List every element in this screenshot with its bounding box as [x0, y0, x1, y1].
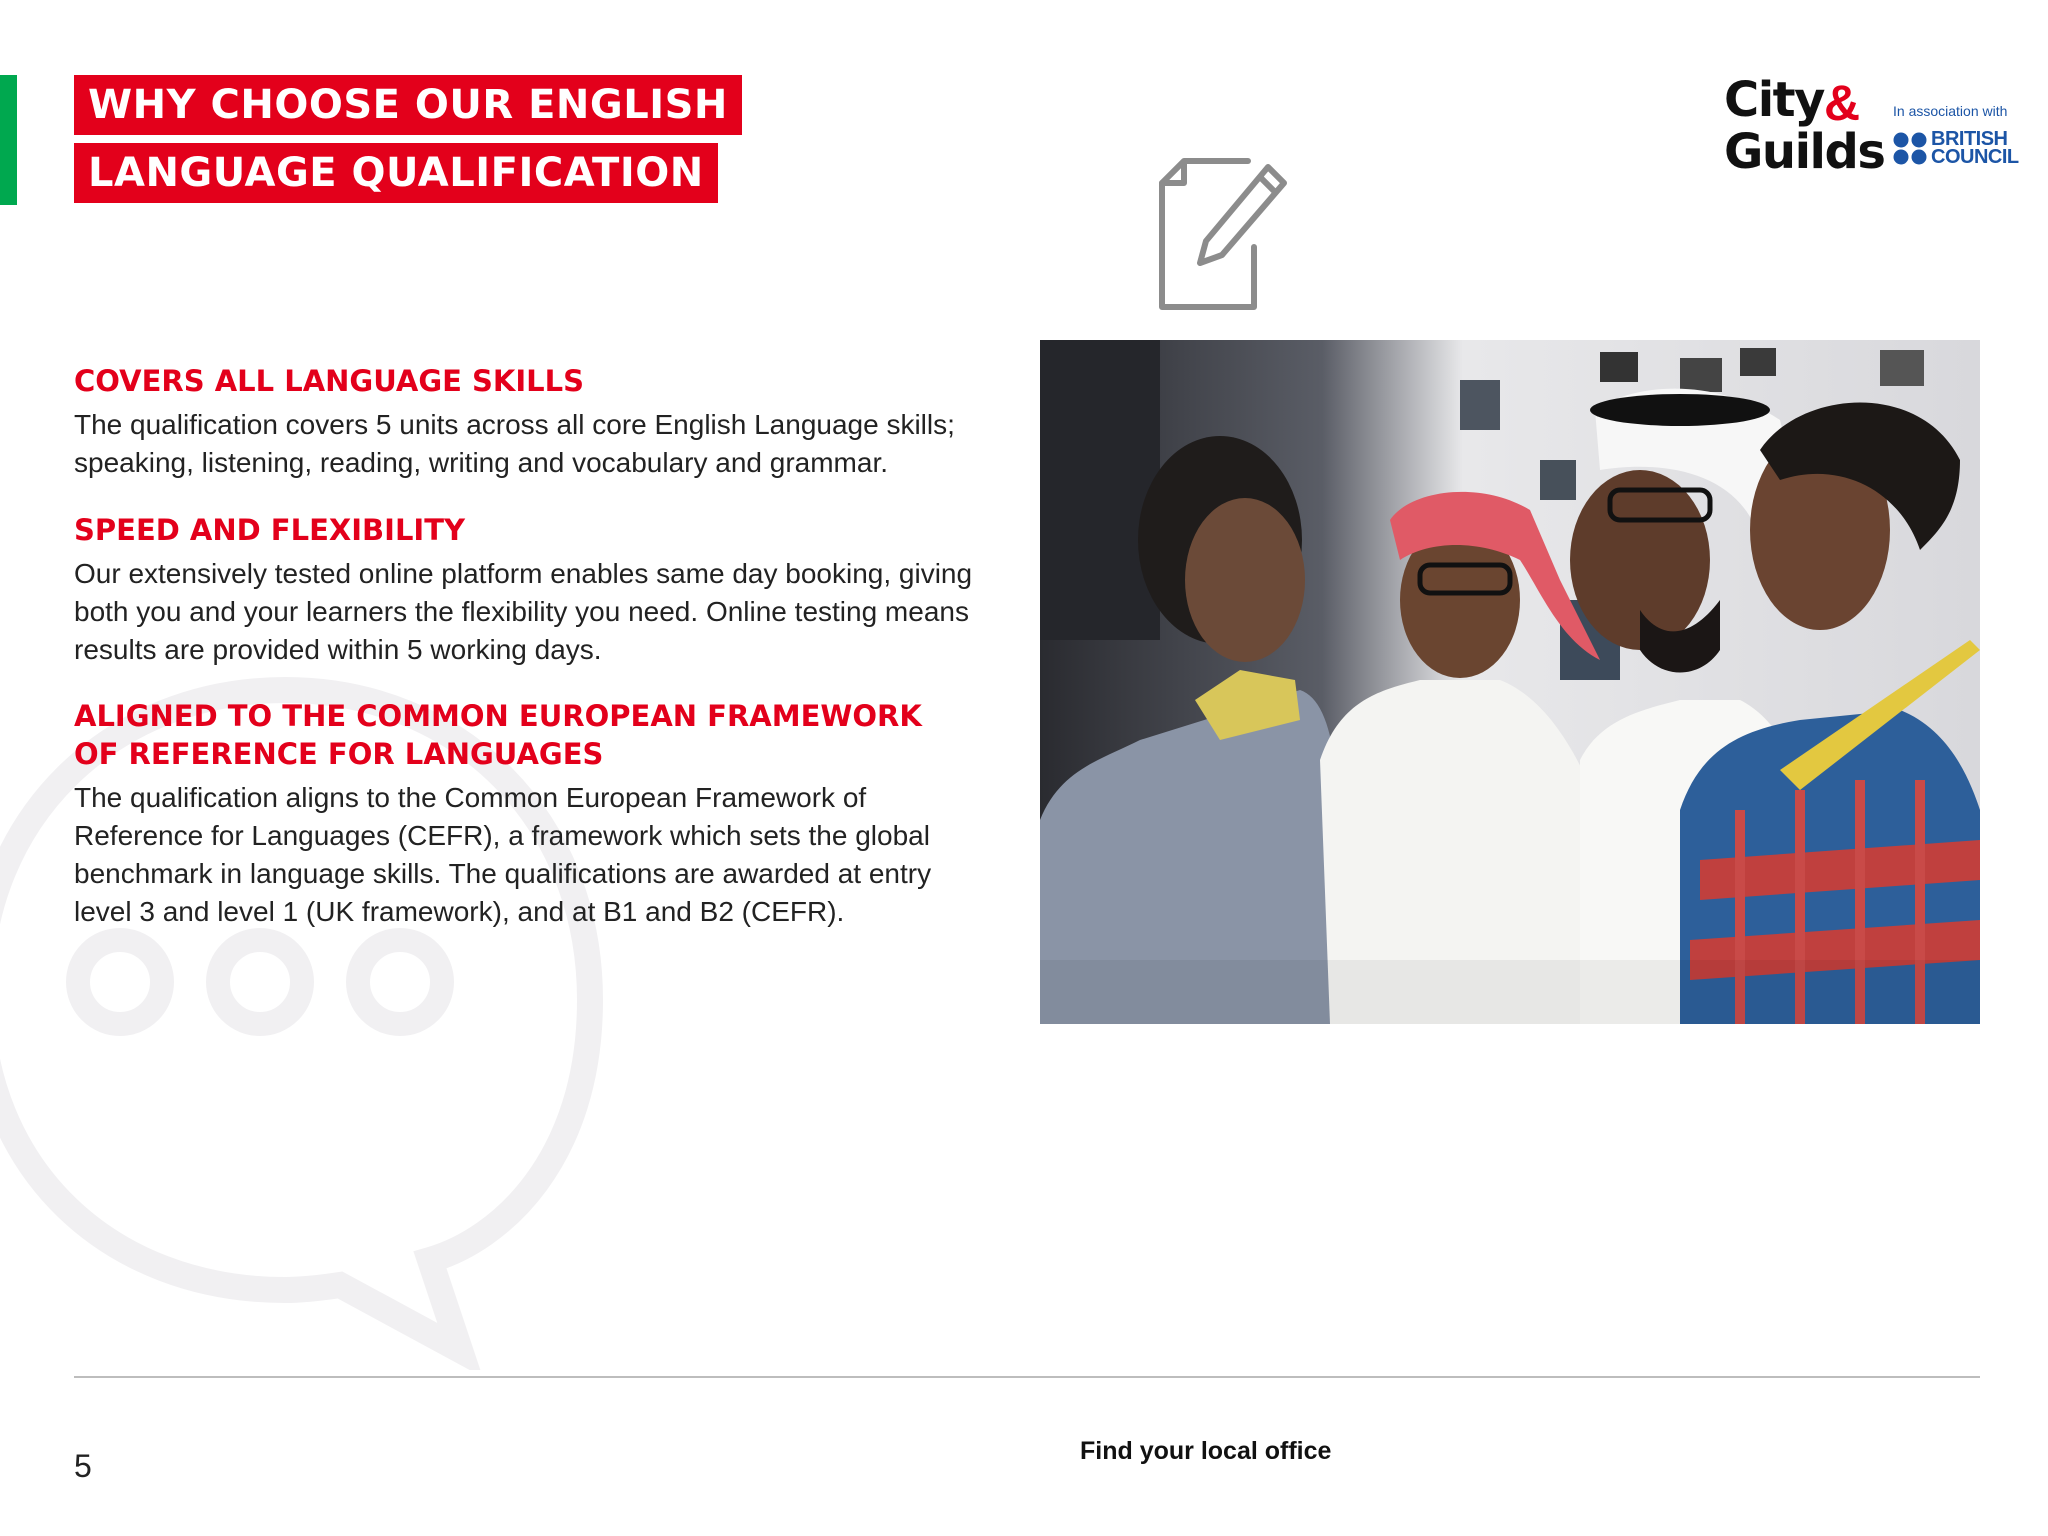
british-council-name-line1: BRITISH: [1931, 128, 2008, 150]
section-covers-all-skills: [74, 362, 994, 482]
students-photo-illustration: [1040, 340, 1980, 1024]
accent-bar: [0, 75, 17, 205]
city-guilds-line1: City: [1724, 72, 1824, 128]
section-heading: ALIGNED TO THE COMMON EUROPEAN FRAMEWORK OF REFERENCE FOR LANGUAGES: [74, 699, 922, 771]
document-pencil-icon: [1138, 155, 1298, 315]
section-body: Our extensively tested online platform enables same day booking, giving both you and your learners the flexibility you need. Online testing means results are provided within 5 working days.: [74, 558, 973, 665]
city-guilds-ampersand: &: [1824, 75, 1861, 131]
section-heading: COVERS ALL LANGUAGE SKILLS: [74, 364, 585, 398]
page-number: 5: [74, 1448, 92, 1484]
british-council-name-line2: COUNCIL: [1931, 146, 2019, 168]
page-title-line-2: LANGUAGE QUALIFICATION: [74, 143, 718, 203]
section-body: The qualification aligns to the Common European Framework of Reference for Languages (CEFR), a framework which sets the global benchmark in language skills. The qualifications are awarded at entry level 3 and level 1 (UK framework), and at B1 and B2 (CEFR).: [74, 782, 932, 927]
city-and-guilds-logo: [1724, 72, 1885, 182]
british-council-logo: [1893, 103, 2023, 173]
section-heading: SPEED AND FLEXIBILITY: [74, 513, 466, 547]
section-cefr-alignment: [74, 697, 994, 931]
british-council-name: [1931, 130, 2019, 166]
british-council-dots-icon: [1893, 131, 1929, 167]
british-council-association-text: In association with: [1893, 103, 2008, 119]
students-photo: [1040, 340, 1980, 1024]
find-local-office-link[interactable]: Find your local office: [1080, 1437, 1332, 1465]
section-speed-flexibility: [74, 511, 994, 669]
section-body: The qualification covers 5 units across all core English Language skills; speaking, listening, reading, writing and vocabulary and grammar.: [74, 409, 955, 478]
city-guilds-line2: Guilds: [1724, 124, 1885, 180]
footer-divider: [74, 1376, 1980, 1378]
page-title-line-1: WHY CHOOSE OUR ENGLISH: [74, 75, 742, 135]
